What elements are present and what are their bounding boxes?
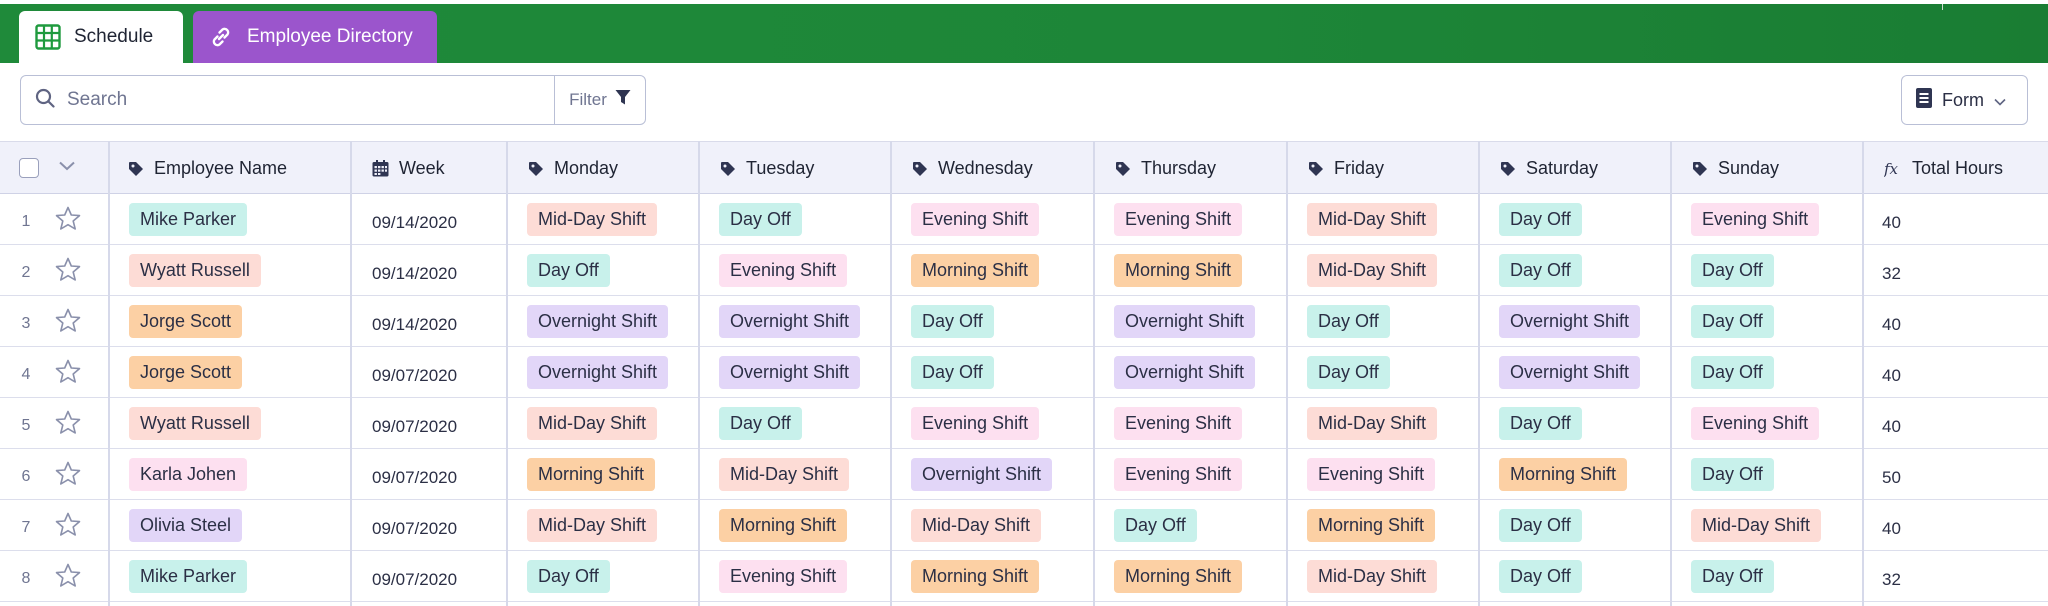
employee-name-tag: Olivia Steel [129, 509, 242, 542]
monday-shift-cell[interactable] [506, 194, 698, 245]
tag-icon [912, 161, 928, 177]
wednesday-shift-tag: Mid-Day Shift [911, 509, 1041, 542]
monday-shift-cell[interactable] [506, 296, 698, 347]
tag-icon [1115, 161, 1131, 177]
saturday-shift-tag: Overnight Shift [1499, 356, 1640, 389]
thursday-shift-cell[interactable] [1093, 398, 1286, 449]
thursday-shift-tag: Evening Shift [1114, 203, 1242, 236]
monday-shift-tag: Day Off [527, 560, 610, 593]
total-hours-value: 32 [1882, 569, 1901, 589]
employee-name-tag: Mike Parker [129, 560, 247, 593]
friday-shift-cell[interactable] [1286, 194, 1478, 245]
sunday-shift-tag: Day Off [1691, 356, 1774, 389]
total-hours-cell[interactable] [1862, 245, 2048, 296]
total-hours-value: 40 [1882, 365, 1901, 385]
total-hours-cell[interactable] [1862, 398, 2048, 449]
row-number: 5 [21, 416, 31, 434]
view-form-label: Form [1942, 89, 1984, 110]
saturday-shift-cell[interactable] [1478, 347, 1670, 398]
friday-shift-tag: Evening Shift [1307, 458, 1435, 491]
saturday-shift-cell[interactable] [1478, 551, 1670, 602]
funnel-icon [615, 89, 631, 111]
column-divider [698, 141, 700, 606]
thursday-shift-tag: Day Off [1114, 509, 1197, 542]
wednesday-shift-cell[interactable] [890, 500, 1093, 551]
table-row[interactable] [0, 449, 2048, 500]
table-row[interactable] [0, 245, 2048, 296]
tuesday-shift-cell[interactable] [698, 500, 890, 551]
tuesday-shift-tag: Evening Shift [719, 254, 847, 287]
friday-shift-cell[interactable] [1286, 500, 1478, 551]
table-header [0, 141, 2048, 194]
filter-label: Filter [569, 90, 607, 109]
employee-name-cell[interactable] [108, 500, 350, 551]
column-divider [350, 141, 352, 606]
row-number: 3 [21, 314, 31, 332]
column-divider [506, 141, 508, 606]
column-header-label: Tuesday [746, 158, 815, 178]
thursday-shift-tag: Overnight Shift [1114, 356, 1255, 389]
thursday-shift-tag: Morning Shift [1114, 560, 1242, 593]
wednesday-shift-cell[interactable] [890, 551, 1093, 602]
table-grid-icon [34, 23, 62, 51]
employee-name-cell[interactable] [108, 296, 350, 347]
column-divider [1286, 141, 1288, 606]
tuesday-shift-tag: Evening Shift [719, 560, 847, 593]
tuesday-shift-cell[interactable] [698, 296, 890, 347]
friday-shift-tag: Morning Shift [1307, 509, 1435, 542]
employee-name-tag: Wyatt Russell [129, 254, 261, 287]
monday-shift-cell[interactable] [506, 347, 698, 398]
tuesday-shift-cell[interactable] [698, 398, 890, 449]
wednesday-shift-cell[interactable] [890, 449, 1093, 500]
week-value: 09/07/2020 [372, 518, 458, 538]
column-header-label: Thursday [1141, 158, 1217, 178]
saturday-shift-tag: Day Off [1499, 407, 1582, 440]
week-value: 09/14/2020 [372, 212, 458, 232]
formula-icon [1884, 161, 1902, 177]
divider [1942, 4, 1943, 10]
toolbar [0, 63, 2048, 141]
saturday-shift-cell[interactable] [1478, 500, 1670, 551]
employee-name-tag: Mike Parker [129, 203, 247, 236]
week-cell[interactable] [350, 296, 506, 347]
friday-shift-cell[interactable] [1286, 245, 1478, 296]
thursday-shift-cell[interactable] [1093, 551, 1286, 602]
friday-shift-tag: Mid-Day Shift [1307, 254, 1437, 287]
sunday-shift-cell[interactable] [1670, 347, 1862, 398]
wednesday-shift-cell[interactable] [890, 245, 1093, 296]
week-value: 09/07/2020 [372, 467, 458, 487]
monday-shift-tag: Mid-Day Shift [527, 203, 657, 236]
sunday-shift-cell[interactable] [1670, 500, 1862, 551]
chevron-down-icon [1994, 90, 2006, 111]
employee-name-cell[interactable] [108, 194, 350, 245]
thursday-shift-cell[interactable] [1093, 347, 1286, 398]
column-header-label: Monday [554, 158, 619, 178]
sunday-shift-tag: Day Off [1691, 305, 1774, 338]
column-header-label: Saturday [1526, 158, 1599, 178]
wednesday-shift-tag: Day Off [911, 305, 994, 338]
total-hours-cell[interactable] [1862, 551, 2048, 602]
friday-shift-tag: Day Off [1307, 356, 1390, 389]
select-all-checkbox[interactable] [19, 158, 39, 178]
total-hours-value: 40 [1882, 314, 1901, 334]
tuesday-shift-cell[interactable] [698, 347, 890, 398]
tag-icon [128, 161, 144, 177]
column-header-label: Week [399, 158, 445, 178]
friday-shift-tag: Mid-Day Shift [1307, 203, 1437, 236]
wednesday-shift-tag: Morning Shift [911, 560, 1039, 593]
total-hours-value: 40 [1882, 518, 1901, 538]
row-number: 4 [21, 365, 31, 383]
total-hours-cell[interactable] [1862, 500, 2048, 551]
friday-shift-cell[interactable] [1286, 551, 1478, 602]
total-hours-value: 50 [1882, 467, 1901, 487]
tab-employee-directory-label: Employee Directory [247, 26, 413, 47]
table-row[interactable] [0, 551, 2048, 602]
saturday-shift-tag: Overnight Shift [1499, 305, 1640, 338]
row-number: 2 [21, 263, 31, 281]
week-value: 09/07/2020 [372, 416, 458, 436]
column-header-label: Wednesday [938, 158, 1033, 178]
monday-shift-cell[interactable] [506, 398, 698, 449]
total-hours-cell[interactable] [1862, 449, 2048, 500]
saturday-shift-tag: Day Off [1499, 560, 1582, 593]
column-header-label: Total Hours [1912, 158, 2004, 178]
thursday-shift-cell[interactable] [1093, 296, 1286, 347]
sunday-shift-tag: Evening Shift [1691, 203, 1819, 236]
star-icon[interactable] [55, 257, 81, 287]
friday-shift-cell[interactable] [1286, 398, 1478, 449]
saturday-shift-tag: Day Off [1499, 254, 1582, 287]
tab-schedule[interactable] [19, 11, 183, 63]
tag-icon [1308, 161, 1324, 177]
row-number: 1 [21, 212, 31, 230]
tab-employee-directory[interactable] [193, 11, 437, 63]
saturday-shift-cell[interactable] [1478, 245, 1670, 296]
employee-name-tag: Jorge Scott [129, 305, 242, 338]
saturday-shift-cell[interactable] [1478, 449, 1670, 500]
week-cell[interactable] [350, 194, 506, 245]
table-row[interactable] [0, 347, 2048, 398]
saturday-shift-cell[interactable] [1478, 398, 1670, 449]
friday-shift-tag: Day Off [1307, 305, 1390, 338]
friday-shift-cell[interactable] [1286, 449, 1478, 500]
wednesday-shift-tag: Day Off [911, 356, 994, 389]
monday-shift-tag: Overnight Shift [527, 356, 668, 389]
wednesday-shift-tag: Evening Shift [911, 203, 1039, 236]
saturday-shift-cell[interactable] [1478, 296, 1670, 347]
column-header-friday[interactable] [1286, 142, 1478, 195]
star-icon[interactable] [55, 410, 81, 440]
saturday-shift-tag: Day Off [1499, 509, 1582, 542]
column-header-monday[interactable] [506, 142, 698, 195]
week-cell[interactable] [350, 500, 506, 551]
thursday-shift-tag: Evening Shift [1114, 458, 1242, 491]
sunday-shift-cell[interactable] [1670, 194, 1862, 245]
thursday-shift-tag: Overnight Shift [1114, 305, 1255, 338]
row-number: 8 [21, 569, 31, 587]
column-header-employee-name[interactable] [108, 142, 350, 195]
star-icon[interactable] [55, 512, 81, 542]
total-hours-value: 40 [1882, 416, 1901, 436]
wednesday-shift-cell[interactable] [890, 347, 1093, 398]
wednesday-shift-tag: Morning Shift [911, 254, 1039, 287]
employee-name-tag: Wyatt Russell [129, 407, 261, 440]
table-row[interactable] [0, 398, 2048, 449]
week-cell[interactable] [350, 398, 506, 449]
employee-name-cell[interactable] [108, 449, 350, 500]
employee-name-cell[interactable] [108, 398, 350, 449]
wednesday-shift-tag: Evening Shift [911, 407, 1039, 440]
sunday-shift-cell[interactable] [1670, 245, 1862, 296]
wednesday-shift-tag: Overnight Shift [911, 458, 1052, 491]
tab-schedule-label: Schedule [74, 26, 154, 47]
week-value: 09/07/2020 [372, 569, 458, 589]
app-header [0, 0, 2048, 63]
column-header-saturday[interactable] [1478, 142, 1670, 195]
monday-shift-tag: Mid-Day Shift [527, 509, 657, 542]
monday-shift-cell[interactable] [506, 245, 698, 296]
saturday-shift-tag: Morning Shift [1499, 458, 1627, 491]
tag-icon [1500, 161, 1516, 177]
form-icon [1916, 88, 1932, 113]
wednesday-shift-cell[interactable] [890, 296, 1093, 347]
monday-shift-tag: Mid-Day Shift [527, 407, 657, 440]
friday-shift-cell[interactable] [1286, 296, 1478, 347]
column-header-label: Friday [1334, 158, 1385, 178]
column-header-sunday[interactable] [1670, 142, 1862, 195]
view-form-button[interactable] [1901, 75, 2028, 125]
table-row[interactable] [0, 194, 2048, 245]
table-row[interactable] [0, 500, 2048, 551]
thursday-shift-cell[interactable] [1093, 194, 1286, 245]
employee-name-tag: Jorge Scott [129, 356, 242, 389]
week-value: 09/14/2020 [372, 263, 458, 283]
star-icon[interactable] [55, 308, 81, 338]
chevron-down-icon[interactable] [58, 159, 76, 177]
total-hours-value: 32 [1882, 263, 1901, 283]
employee-name-tag: Karla Johen [129, 458, 247, 491]
tuesday-shift-tag: Day Off [719, 203, 802, 236]
tuesday-shift-cell[interactable] [698, 449, 890, 500]
tuesday-shift-tag: Overnight Shift [719, 356, 860, 389]
row-number: 7 [21, 518, 31, 536]
week-cell[interactable] [350, 449, 506, 500]
monday-shift-tag: Morning Shift [527, 458, 655, 491]
tuesday-shift-tag: Overnight Shift [719, 305, 860, 338]
thursday-shift-tag: Morning Shift [1114, 254, 1242, 287]
monday-shift-cell[interactable] [506, 449, 698, 500]
tag-icon [528, 161, 544, 177]
monday-shift-tag: Overnight Shift [527, 305, 668, 338]
sunday-shift-cell[interactable] [1670, 551, 1862, 602]
tuesday-shift-tag: Mid-Day Shift [719, 458, 849, 491]
monday-shift-cell[interactable] [506, 500, 698, 551]
week-cell[interactable] [350, 245, 506, 296]
saturday-shift-cell[interactable] [1478, 194, 1670, 245]
tag-icon [1692, 161, 1708, 177]
search-box [20, 75, 646, 125]
sunday-shift-tag: Evening Shift [1691, 407, 1819, 440]
week-value: 09/14/2020 [372, 314, 458, 334]
tuesday-shift-tag: Day Off [719, 407, 802, 440]
column-divider [1478, 141, 1480, 606]
column-header-total-hours[interactable] [1862, 142, 2048, 195]
sunday-shift-cell[interactable] [1670, 296, 1862, 347]
sunday-shift-tag: Mid-Day Shift [1691, 509, 1821, 542]
sunday-shift-tag: Day Off [1691, 560, 1774, 593]
sunday-shift-cell[interactable] [1670, 449, 1862, 500]
svg-text:fx: fx [1884, 160, 1899, 177]
monday-shift-tag: Day Off [527, 254, 610, 287]
total-hours-cell[interactable] [1862, 194, 2048, 245]
employee-name-cell[interactable] [108, 347, 350, 398]
thursday-shift-cell[interactable] [1093, 500, 1286, 551]
saturday-shift-tag: Day Off [1499, 203, 1582, 236]
link-icon [207, 23, 235, 51]
wednesday-shift-cell[interactable] [890, 398, 1093, 449]
week-value: 09/07/2020 [372, 365, 458, 385]
column-header-week[interactable] [350, 142, 506, 195]
friday-shift-tag: Mid-Day Shift [1307, 560, 1437, 593]
column-header-thursday[interactable] [1093, 142, 1286, 195]
column-divider [1862, 141, 1864, 606]
column-header-tuesday[interactable] [698, 142, 890, 195]
column-header-label: Sunday [1718, 158, 1780, 178]
sunday-shift-tag: Day Off [1691, 458, 1774, 491]
tuesday-shift-cell[interactable] [698, 551, 890, 602]
search-field [21, 76, 554, 124]
schedule-table [0, 141, 2048, 606]
total-hours-value: 40 [1882, 212, 1901, 232]
sunday-shift-cell[interactable] [1670, 398, 1862, 449]
thursday-shift-cell[interactable] [1093, 449, 1286, 500]
column-divider [1670, 141, 1672, 606]
tuesday-shift-cell[interactable] [698, 194, 890, 245]
week-cell[interactable] [350, 551, 506, 602]
total-hours-cell[interactable] [1862, 347, 2048, 398]
table-row[interactable] [0, 296, 2048, 347]
star-icon[interactable] [55, 563, 81, 593]
total-hours-cell[interactable] [1862, 296, 2048, 347]
column-divider [108, 141, 110, 606]
friday-shift-tag: Mid-Day Shift [1307, 407, 1437, 440]
star-icon[interactable] [55, 359, 81, 389]
employee-name-cell[interactable] [108, 245, 350, 296]
star-icon[interactable] [55, 206, 81, 236]
column-divider [890, 141, 892, 606]
monday-shift-cell[interactable] [506, 551, 698, 602]
tag-icon [720, 161, 736, 177]
search-icon [35, 88, 55, 113]
column-divider [1093, 141, 1095, 606]
employee-name-cell[interactable] [108, 551, 350, 602]
row-number: 6 [21, 467, 31, 485]
wednesday-shift-cell[interactable] [890, 194, 1093, 245]
thursday-shift-tag: Evening Shift [1114, 407, 1242, 440]
week-cell[interactable] [350, 347, 506, 398]
sunday-shift-tag: Day Off [1691, 254, 1774, 287]
star-icon[interactable] [55, 461, 81, 491]
search-input[interactable] [65, 88, 549, 112]
friday-shift-cell[interactable] [1286, 347, 1478, 398]
thursday-shift-cell[interactable] [1093, 245, 1286, 296]
filter-button[interactable] [554, 76, 645, 124]
tuesday-shift-tag: Morning Shift [719, 509, 847, 542]
column-header-wednesday[interactable] [890, 142, 1093, 195]
calendar-icon [372, 160, 389, 177]
tuesday-shift-cell[interactable] [698, 245, 890, 296]
column-header-label: Employee Name [154, 158, 288, 178]
